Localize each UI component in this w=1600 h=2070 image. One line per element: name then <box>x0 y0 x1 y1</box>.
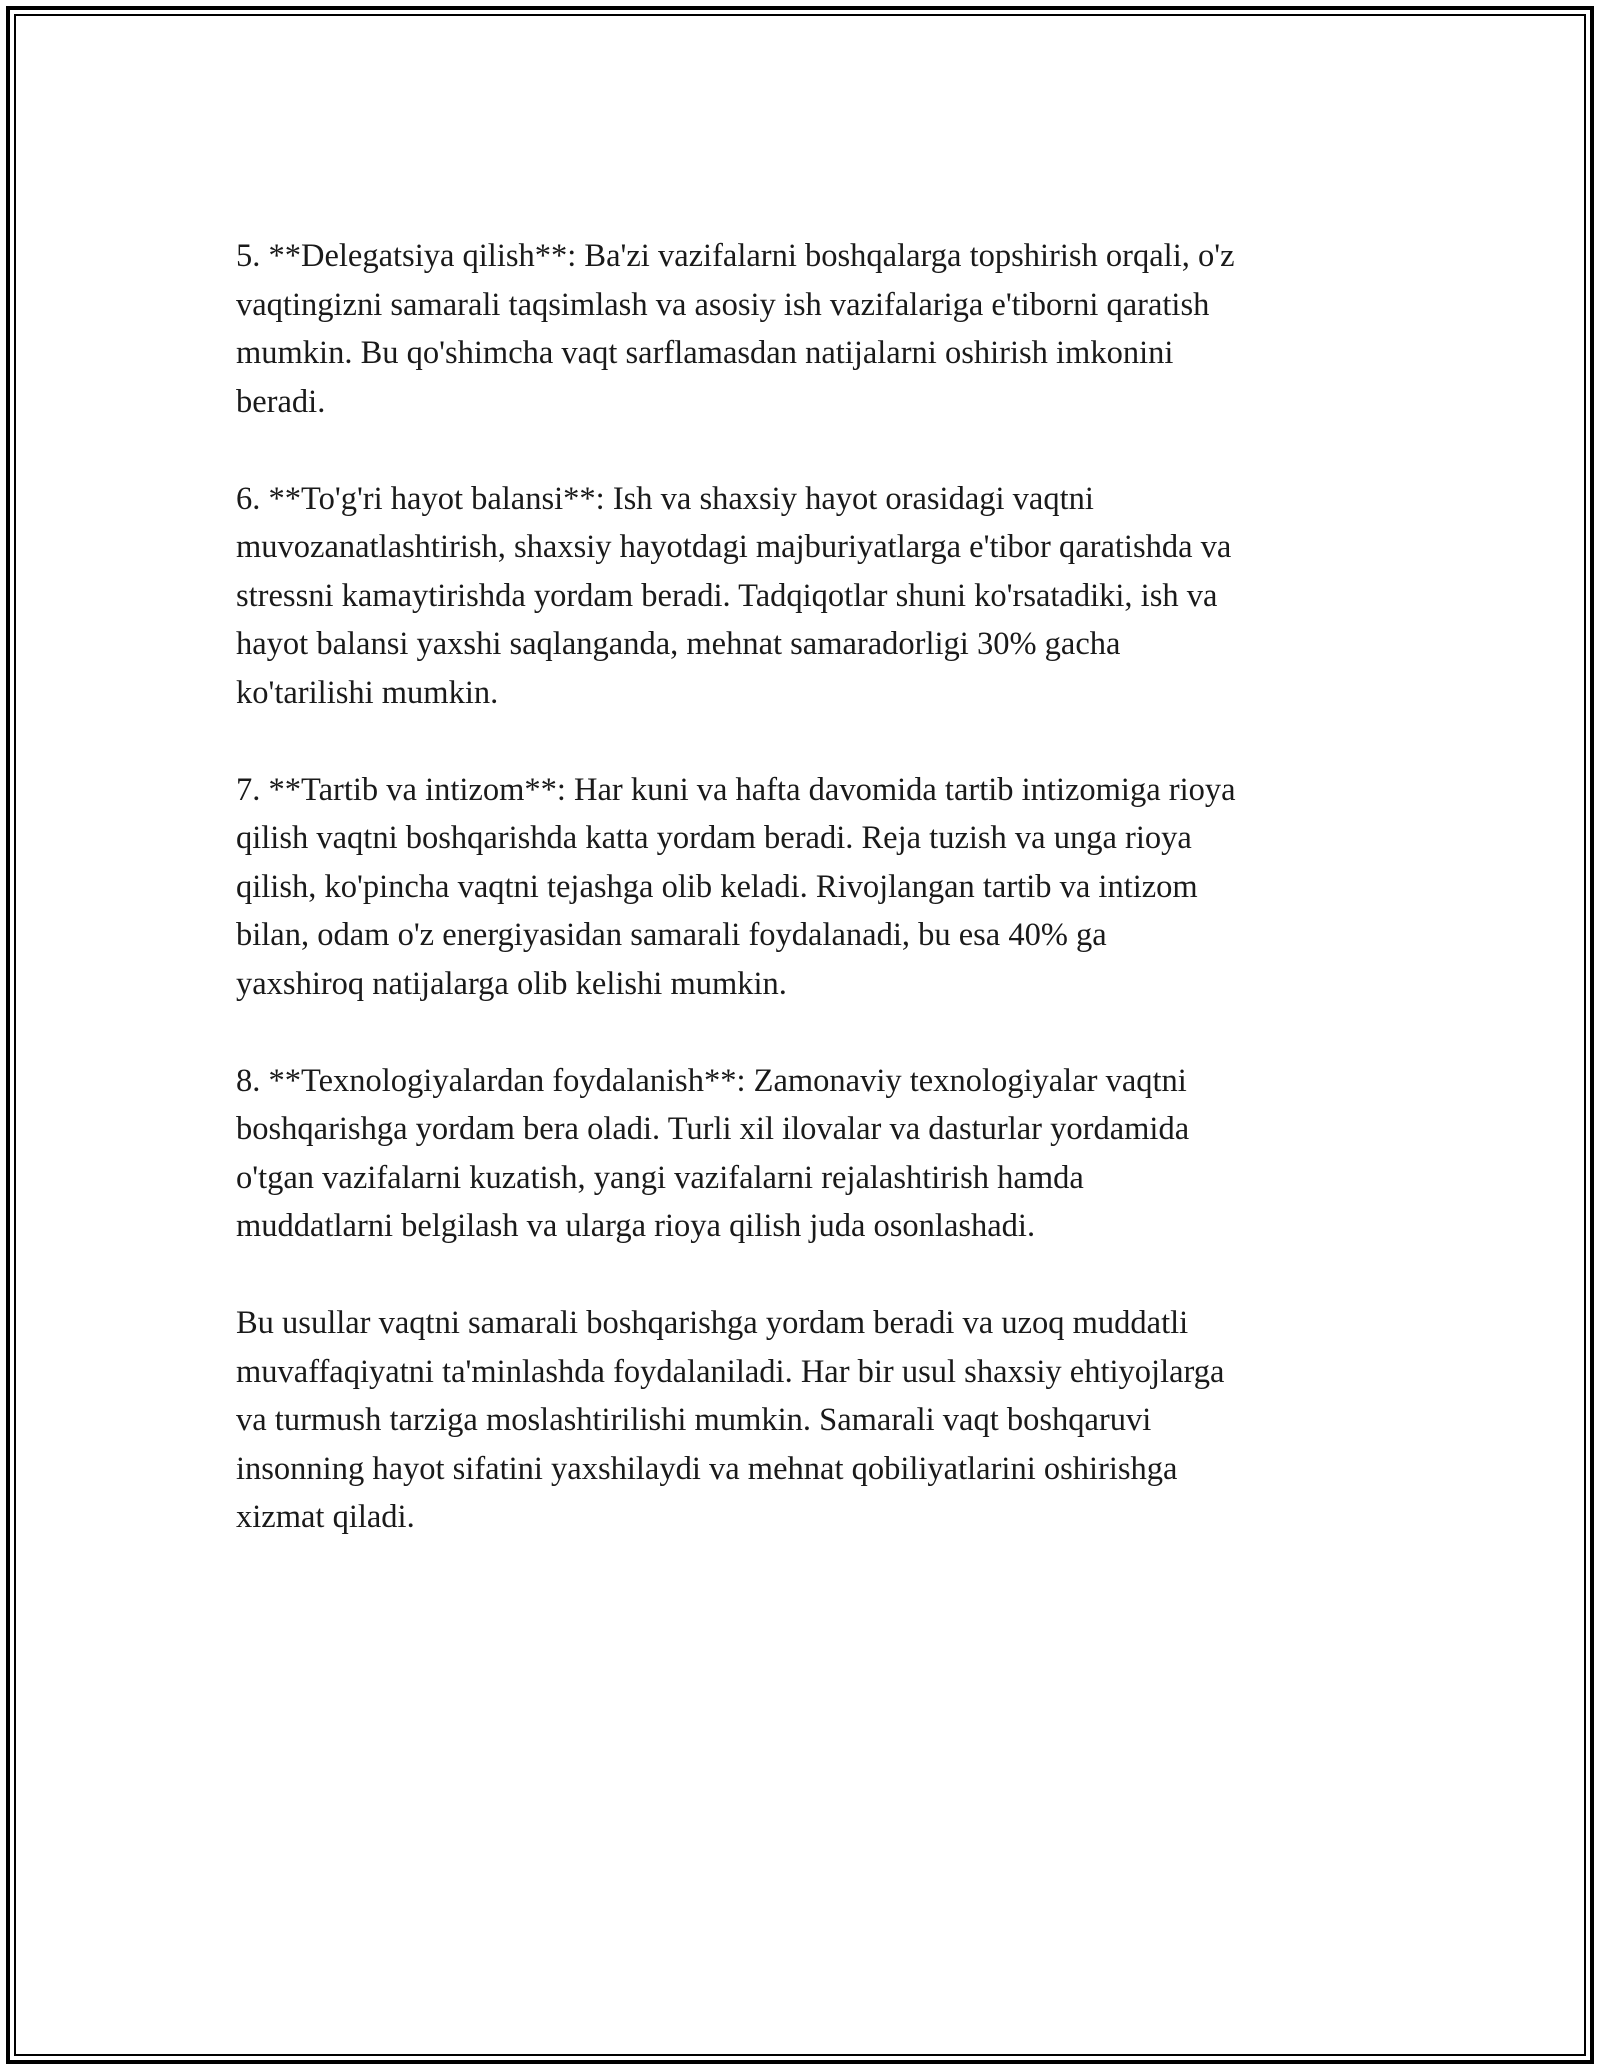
paragraph-order-discipline: 7. **Tartib va intizom**: Har kuni va hafta davomida tartib intizomiga rioya qilish vaqtni boshqarishda katta yordam beradi. Reja tuzish va unga rioya qilish, ko'pincha vaqtni tejashga olib keladi. Rivojlangan tartib va intizom bilan, odam o'z energiyasidan samarali foydalanadi, bu esa 40% ga yaxshiroq natijalarga olib kelishi mumkin. <box>236 771 1236 1002</box>
document-body <box>236 232 1376 1590</box>
paragraph-conclusion: Bu usullar vaqtni samarali boshqarishga yordam beradi va uzoq muddatli muvaffaqiyatni ta'minlashda foydalaniladi. Har bir usul shaxsiy ehtiyojlarga va turmush tarziga moslashtirilishi mumkin. Samarali vaqt boshqaruvi insonning hayot sifatini yaxshilaydi va mehnat qobiliyatlarini oshirishga xizmat qiladi. <box>236 1305 1225 1535</box>
paragraph-life-balance: 6. **To'g'ri hayot balansi**: Ish va shaxsiy hayot orasidagi vaqtni muvozanatlashtirish, shaxsiy hayotdagi majburiyatlarga e'tibor qaratishda va stressni kamaytirishda yordam beradi. Tadqiqotlar shuni ko'rsatadiki, ish va hayot balansi yaxshi saqlanganda, mehnat samaradorligi 30% gacha ko'tarilishi mumkin. <box>236 480 1232 711</box>
paragraph-technology: 8. **Texnologiyalardan foydalanish**: Zamonaviy texnologiyalar vaqtni boshqarishga yordam bera oladi. Turli xil ilovalar va dasturlar yordamida o'tgan vazifalarni kuzatish, yangi vazifalarni rejalashtirish hamda muddatlarni belgilash va ularga rioya qilish juda osonlashadi. <box>236 1062 1190 1244</box>
paragraph-delegation: 5. **Delegatsiya qilish**: Ba'zi vazifalarni boshqalarga topshirish orqali, o'z vaqtingizni samarali taqsimlash va asosiy ish vazifalariga e'tiborni qaratish mumkin. Bu qo'shimcha vaqt sarflamasdan natijalarni oshirish imkonini beradi. <box>236 238 1235 420</box>
